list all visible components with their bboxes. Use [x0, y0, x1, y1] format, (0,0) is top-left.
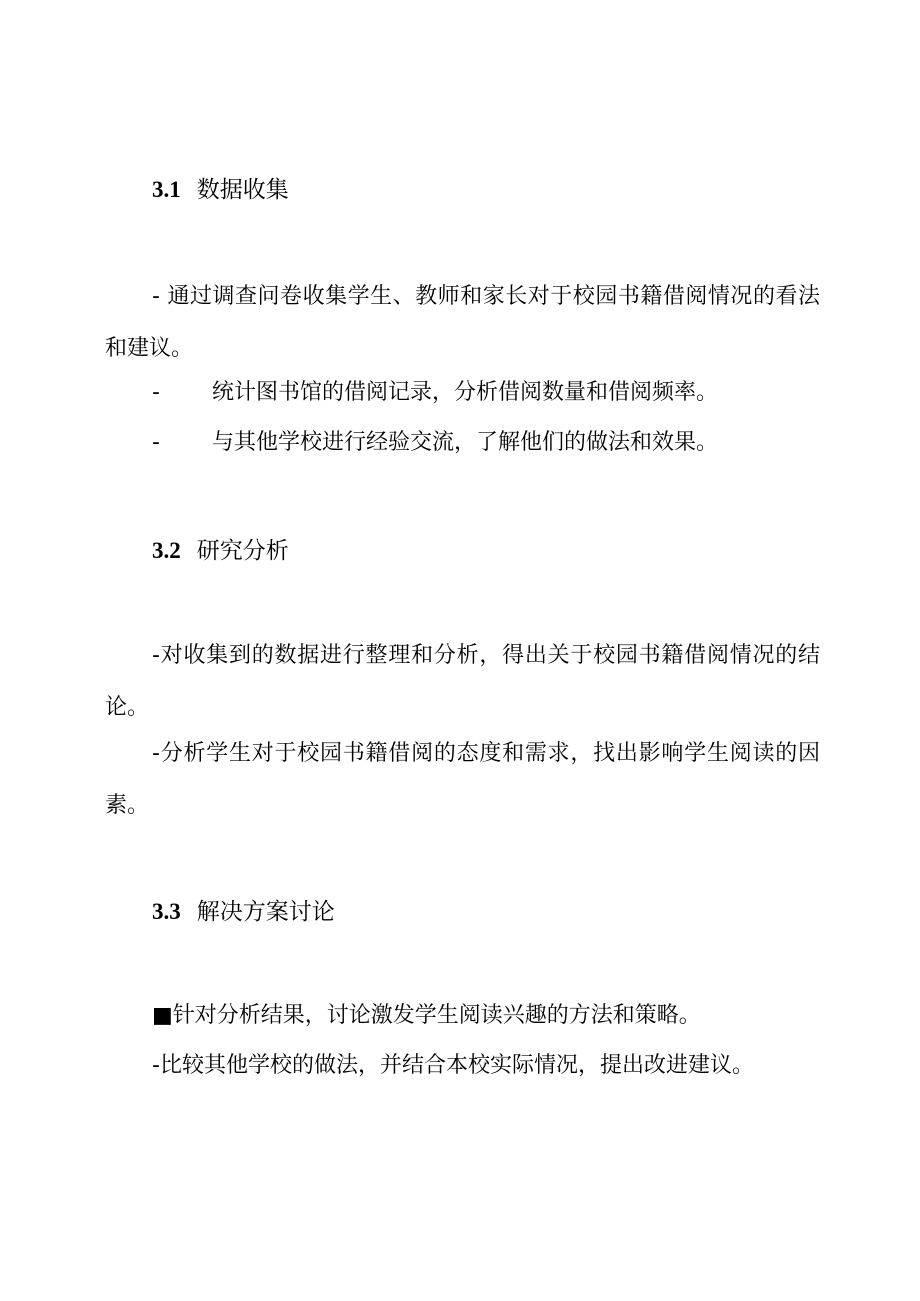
item-marker: -: [152, 430, 160, 455]
paragraph-item: [105, 271, 820, 375]
item-marker: -: [152, 741, 160, 766]
paragraph-item: [105, 728, 820, 832]
section-heading-3-3: [152, 897, 335, 927]
item-marker: -: [152, 284, 168, 309]
item-marker: -: [152, 643, 160, 668]
section-title: 解决方案讨论: [196, 899, 335, 925]
paragraph-item: [105, 990, 820, 1042]
section-number: 3.2: [152, 538, 181, 563]
item-text: 统计图书馆的借阅记录，分析借阅数量和借阅频率。: [212, 380, 719, 405]
paragraph-item: [105, 1040, 820, 1092]
item-marker: -: [152, 1053, 160, 1078]
item-marker: -: [152, 380, 160, 405]
section-title: 研究分析: [196, 538, 289, 564]
item-text: 通过调查问卷收集学生、教师和家长对于校园书籍借阅情况的看法和建议。: [105, 284, 820, 361]
bullet-item: [152, 428, 718, 458]
section-number: 3.1: [152, 177, 181, 202]
section-number: 3.3: [152, 899, 181, 924]
paragraph-item: [105, 630, 820, 734]
item-text: 针对分析结果，讨论激发学生阅读兴趣的方法和策略。: [172, 1003, 701, 1028]
item-text: 比较其他学校的做法，并结合本校实际情况，提出改进建议。: [159, 1053, 754, 1078]
item-text: 分析学生对于校园书籍借阅的态度和需求，找出影响学生阅读的因素。: [105, 741, 820, 818]
section-heading-3-2: [152, 536, 289, 566]
bullet-item: [152, 378, 718, 408]
section-heading-3-1: [152, 175, 289, 205]
item-text: 与其他学校进行经验交流，了解他们的做法和效果。: [212, 430, 719, 455]
item-marker: ■: [152, 1003, 173, 1028]
item-text: 对收集到的数据进行整理和分析，得出关于校园书籍借阅情况的结论。: [105, 643, 820, 720]
section-title: 数据收集: [196, 177, 289, 203]
